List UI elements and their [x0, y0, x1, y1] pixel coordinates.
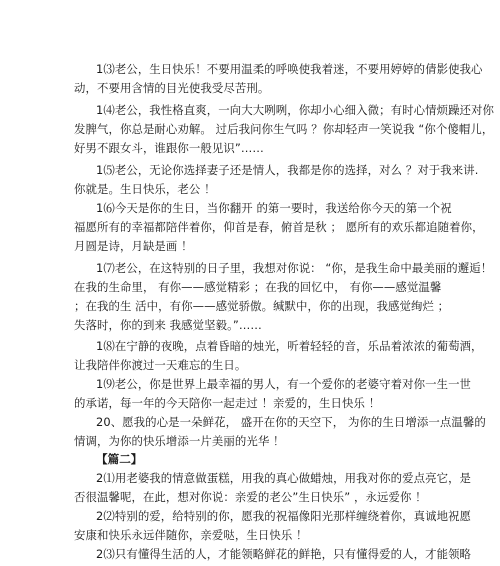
paragraph-19: [74, 375, 472, 413]
text-line: 发脾气，你总是耐心劝解。 过后我问你生气吗 ？你却轻声一笑说我 “你个傻帽儿，: [74, 122, 494, 136]
text-line: 你就是。生日快乐，老公 ！: [74, 182, 216, 196]
text-line: ；在我的生 活中，有你——感觉骄傲。缄默中，你的出现，我感觉绚烂 ；: [74, 299, 450, 313]
text-line: 1⑹今天是你的生日，当你翻开 的第一要时，我送给你今天的第一个祝: [96, 201, 452, 215]
text-line: 安康和快乐永远伴随你，亲爱哒，生日快乐 ！: [74, 528, 308, 542]
text-line: 1⑻在宁静的夜晚，点着昏暗的烛光，听着轻轻的音，乐品着浓浓的葡萄酒，: [96, 339, 483, 353]
paragraph-16: [74, 199, 484, 256]
text-line: 1⑺老公，在这特别的日子里，我想对你说： “你，是我生命中最美丽的邂逅！: [96, 261, 493, 275]
text-line: 在我的生命里， 有你——感觉精彩 ；在我的回忆中， 有你——感觉温馨: [74, 280, 442, 294]
paragraph-17: [74, 259, 493, 335]
paragraph-13: [74, 60, 483, 98]
paragraph-20: [74, 413, 486, 451]
text-line: 情调，为你的快乐增添一片美丽的光华 ！: [74, 434, 285, 448]
text-line: 2⑶只有懂得生活的人，才能领略鲜花的鲜艳，只有懂得爱的人，才能领略: [96, 547, 472, 561]
paragraph-23: [74, 545, 472, 564]
text-line: 2⑵特别的爱，给特别的你，愿我的祝福像阳光那样缠绕着你，真诚地祝愿: [96, 509, 472, 523]
section-heading: 【篇二】: [96, 452, 143, 466]
text-line: 20、愿我的心是一朵鲜花， 盛开在你的天空下， 为你的生日增添一点温馨的: [96, 415, 486, 429]
text-line: 1⑸老公，无论你选择妻子还是情人，我都是你的选择，对么 ？对于我来讲.: [96, 163, 479, 177]
text-line: 月圆是诗，月缺是画 ！: [74, 239, 193, 253]
text-line: 否很温馨呢，在此，想对你说：亲爱的老公”生日快乐” ，永远爱你 ！: [74, 490, 427, 504]
text-line: 1⑼老公，你是世界上最幸福的男人，有一个爱你的老婆守着对你一生一世: [96, 377, 472, 391]
text-line: 动，不要用含情的目光使我受尽苦刑。: [74, 81, 270, 95]
paragraph-14: [74, 101, 495, 158]
text-line: 的承诺，每一年的今天陪你一起走过 ！亲爱的，生日快乐 ！: [74, 396, 381, 410]
text-line: 让我陪伴你渡过一天难忘的生日。: [74, 358, 247, 372]
text-line: 1⑶老公，生日快乐！不要用温柔的呼唤使我着迷，不要用婷婷的倩影使我心: [96, 62, 483, 76]
paragraph-18: [74, 337, 483, 375]
paragraph-22: [74, 507, 472, 545]
paragraph-15: [74, 161, 479, 199]
text-line: 1⑷老公，我性格直爽，一向大大咧咧，你却小心细入微；有时心情烦躁还对你: [96, 103, 495, 117]
text-line: 2⑴用老婆我的情意做蛋糕，用我的真心做蜡烛，用我对你的爱点亮它，是: [96, 471, 472, 485]
text-line: 失落时，你的到来 我感觉坚毅。”……: [74, 318, 262, 332]
paragraph-21: [74, 469, 472, 507]
text-line: 福愿所有的幸福都陪伴着你，仰首是春，俯首是秋 ； 愿所有的欢乐都追随着你，: [74, 220, 484, 234]
text-line: 好男不跟女斗，谁跟你一般见识”……: [74, 141, 264, 155]
